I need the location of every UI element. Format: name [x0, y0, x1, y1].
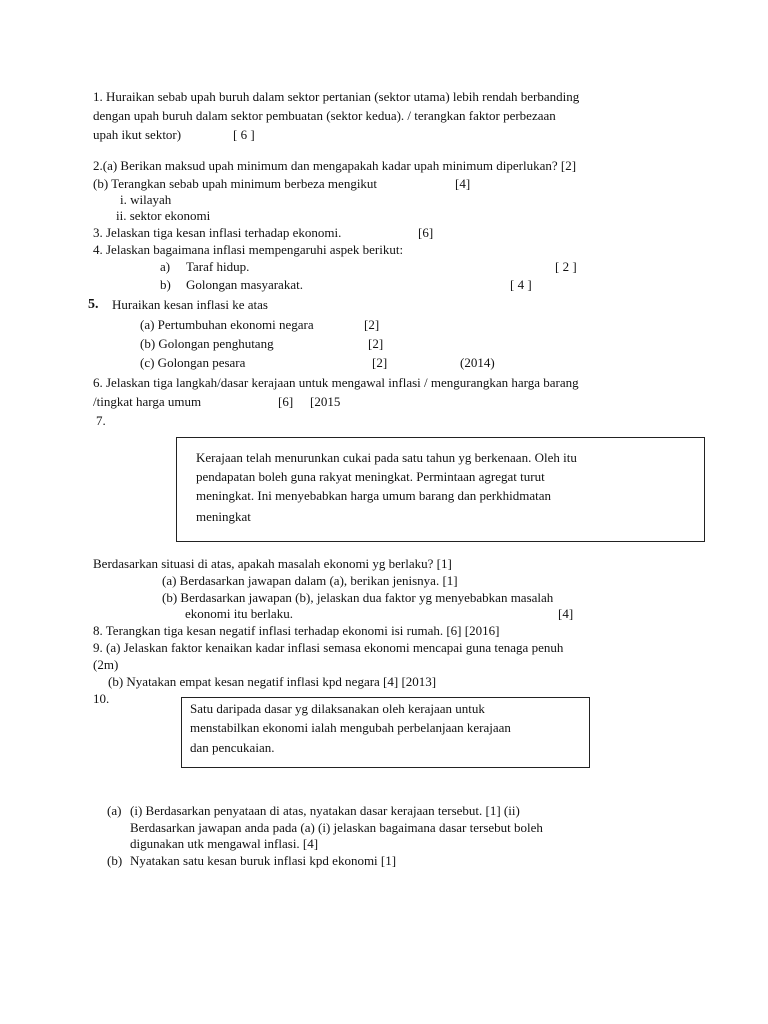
q10-statement-box: [181, 697, 590, 768]
q9-part-a-line-1: 9. (a) Jelaskan faktor kenaikan kadar inflasi semasa ekonomi mencapai guna tenaga penuh: [93, 640, 564, 655]
q9-part-a-line-2: (2m): [93, 657, 119, 672]
q7-part-b-line-2: ekonomi itu berlaku.: [185, 606, 293, 621]
q4-a-marks: [ 2 ]: [555, 259, 577, 274]
q10-a-line-1: (i) Berdasarkan penyataan di atas, nyatakan dasar kerajaan tersebut. [1] (ii): [130, 803, 520, 818]
q4-b-label: b): [160, 277, 171, 292]
q10-box-line-2: menstabilkan ekonomi ialah mengubah perbelanjaan kerajaan: [190, 720, 511, 735]
q1-marks: [ 6 ]: [233, 127, 255, 142]
q10-box-line-3: dan pencukaian.: [190, 740, 275, 755]
q10-a-line-3: digunakan utk mengawal inflasi. [4]: [130, 836, 319, 851]
q4-text: 4. Jelaskan bagaimana inflasi mempengaruhi aspek berikut:: [93, 242, 404, 257]
q6-marks: [6]: [278, 394, 294, 409]
q7-box-line-1: Kerajaan telah menurunkan cukai pada satu tahun yg berkenaan. Oleh itu: [196, 450, 577, 465]
q5-text: Huraikan kesan inflasi ke atas: [112, 297, 268, 312]
q5-c-text: (c) Golongan pesara: [140, 355, 246, 370]
q7-box-line-2: pendapatan boleh guna rakyat meningkat. Permintaan agregat turut: [196, 469, 545, 484]
q10-b-text: Nyatakan satu kesan buruk inflasi kpd ekonomi [1]: [130, 853, 397, 868]
q10-b-label: (b): [107, 853, 123, 868]
q4-a-label: a): [160, 259, 171, 274]
q2-part-b: (b) Terangkan sebab upah minimum berbeza mengikut: [93, 176, 378, 191]
q7-question: Berdasarkan situasi di atas, apakah masalah ekonomi yg berlaku? [1]: [93, 556, 452, 571]
q5-b-text: (b) Golongan penghutang: [140, 336, 274, 351]
q5-a-marks: [2]: [364, 317, 380, 332]
q4-b-marks: [ 4 ]: [510, 277, 532, 292]
q10-a-label: (a): [107, 803, 122, 818]
q5-year: (2014): [460, 355, 495, 370]
q5-a-text: (a) Pertumbuhan ekonomi negara: [140, 317, 314, 332]
q10-a-line-2: Berdasarkan jawapan anda pada (a) (i) jelaskan bagaimana dasar tersebut boleh: [130, 820, 543, 835]
q2-sub-ii: ii. sektor ekonomi: [116, 208, 211, 223]
q7-box-line-3: meningkat. Ini menyebabkan harga umum barang dan perkhidmatan: [196, 488, 551, 503]
q2-sub-i: i. wilayah: [120, 192, 172, 207]
q5-c-marks: [2]: [372, 355, 388, 370]
q7-box-line-4: meningkat: [196, 509, 251, 524]
q9-part-b: (b) Nyatakan empat kesan negatif inflasi kpd negara [4] [2013]: [108, 674, 437, 689]
q4-b-text: Golongan masyarakat.: [186, 277, 303, 292]
q5-number: 5.: [88, 297, 99, 312]
q4-a-text: Taraf hidup.: [186, 259, 250, 274]
q10-number: 10.: [93, 691, 110, 706]
q7-part-a: (a) Berdasarkan jawapan dalam (a), berikan jenisnya. [1]: [162, 573, 458, 588]
q7-situation-box: [176, 437, 705, 542]
q10-box-line-1: Satu daripada dasar yg dilaksanakan oleh kerajaan untuk: [190, 701, 485, 716]
q8-text: 8. Terangkan tiga kesan negatif inflasi terhadap ekonomi isi rumah. [6] [2016]: [93, 623, 500, 638]
q1-line-1: 1. Huraikan sebab upah buruh dalam sektor pertanian (sektor utama) lebih rendah berbanding: [93, 89, 580, 104]
q7-number: 7.: [96, 413, 106, 428]
q6-year: [2015: [310, 394, 341, 409]
q3-text: 3. Jelaskan tiga kesan inflasi terhadap ekonomi.: [93, 225, 342, 240]
q1-line-2: dengan upah buruh dalam sektor pembuatan (sektor kedua). / terangkan faktor perbezaan: [93, 108, 556, 123]
q7-part-b-marks: [4]: [558, 606, 574, 621]
q2-part-b-marks: [4]: [455, 176, 471, 191]
q3-marks: [6]: [418, 225, 434, 240]
q6-line-2: /tingkat harga umum: [93, 394, 202, 409]
q2-part-a: 2.(a) Berikan maksud upah minimum dan mengapakah kadar upah minimum diperlukan? [2]: [93, 158, 577, 173]
q7-part-b-line-1: (b) Berdasarkan jawapan (b), jelaskan dua faktor yg menyebabkan masalah: [162, 590, 554, 605]
q1-line-3: upah ikut sektor): [93, 127, 182, 142]
q5-b-marks: [2]: [368, 336, 384, 351]
q6-line-1: 6. Jelaskan tiga langkah/dasar kerajaan untuk mengawal inflasi / mengurangkan harga barang: [93, 375, 579, 390]
